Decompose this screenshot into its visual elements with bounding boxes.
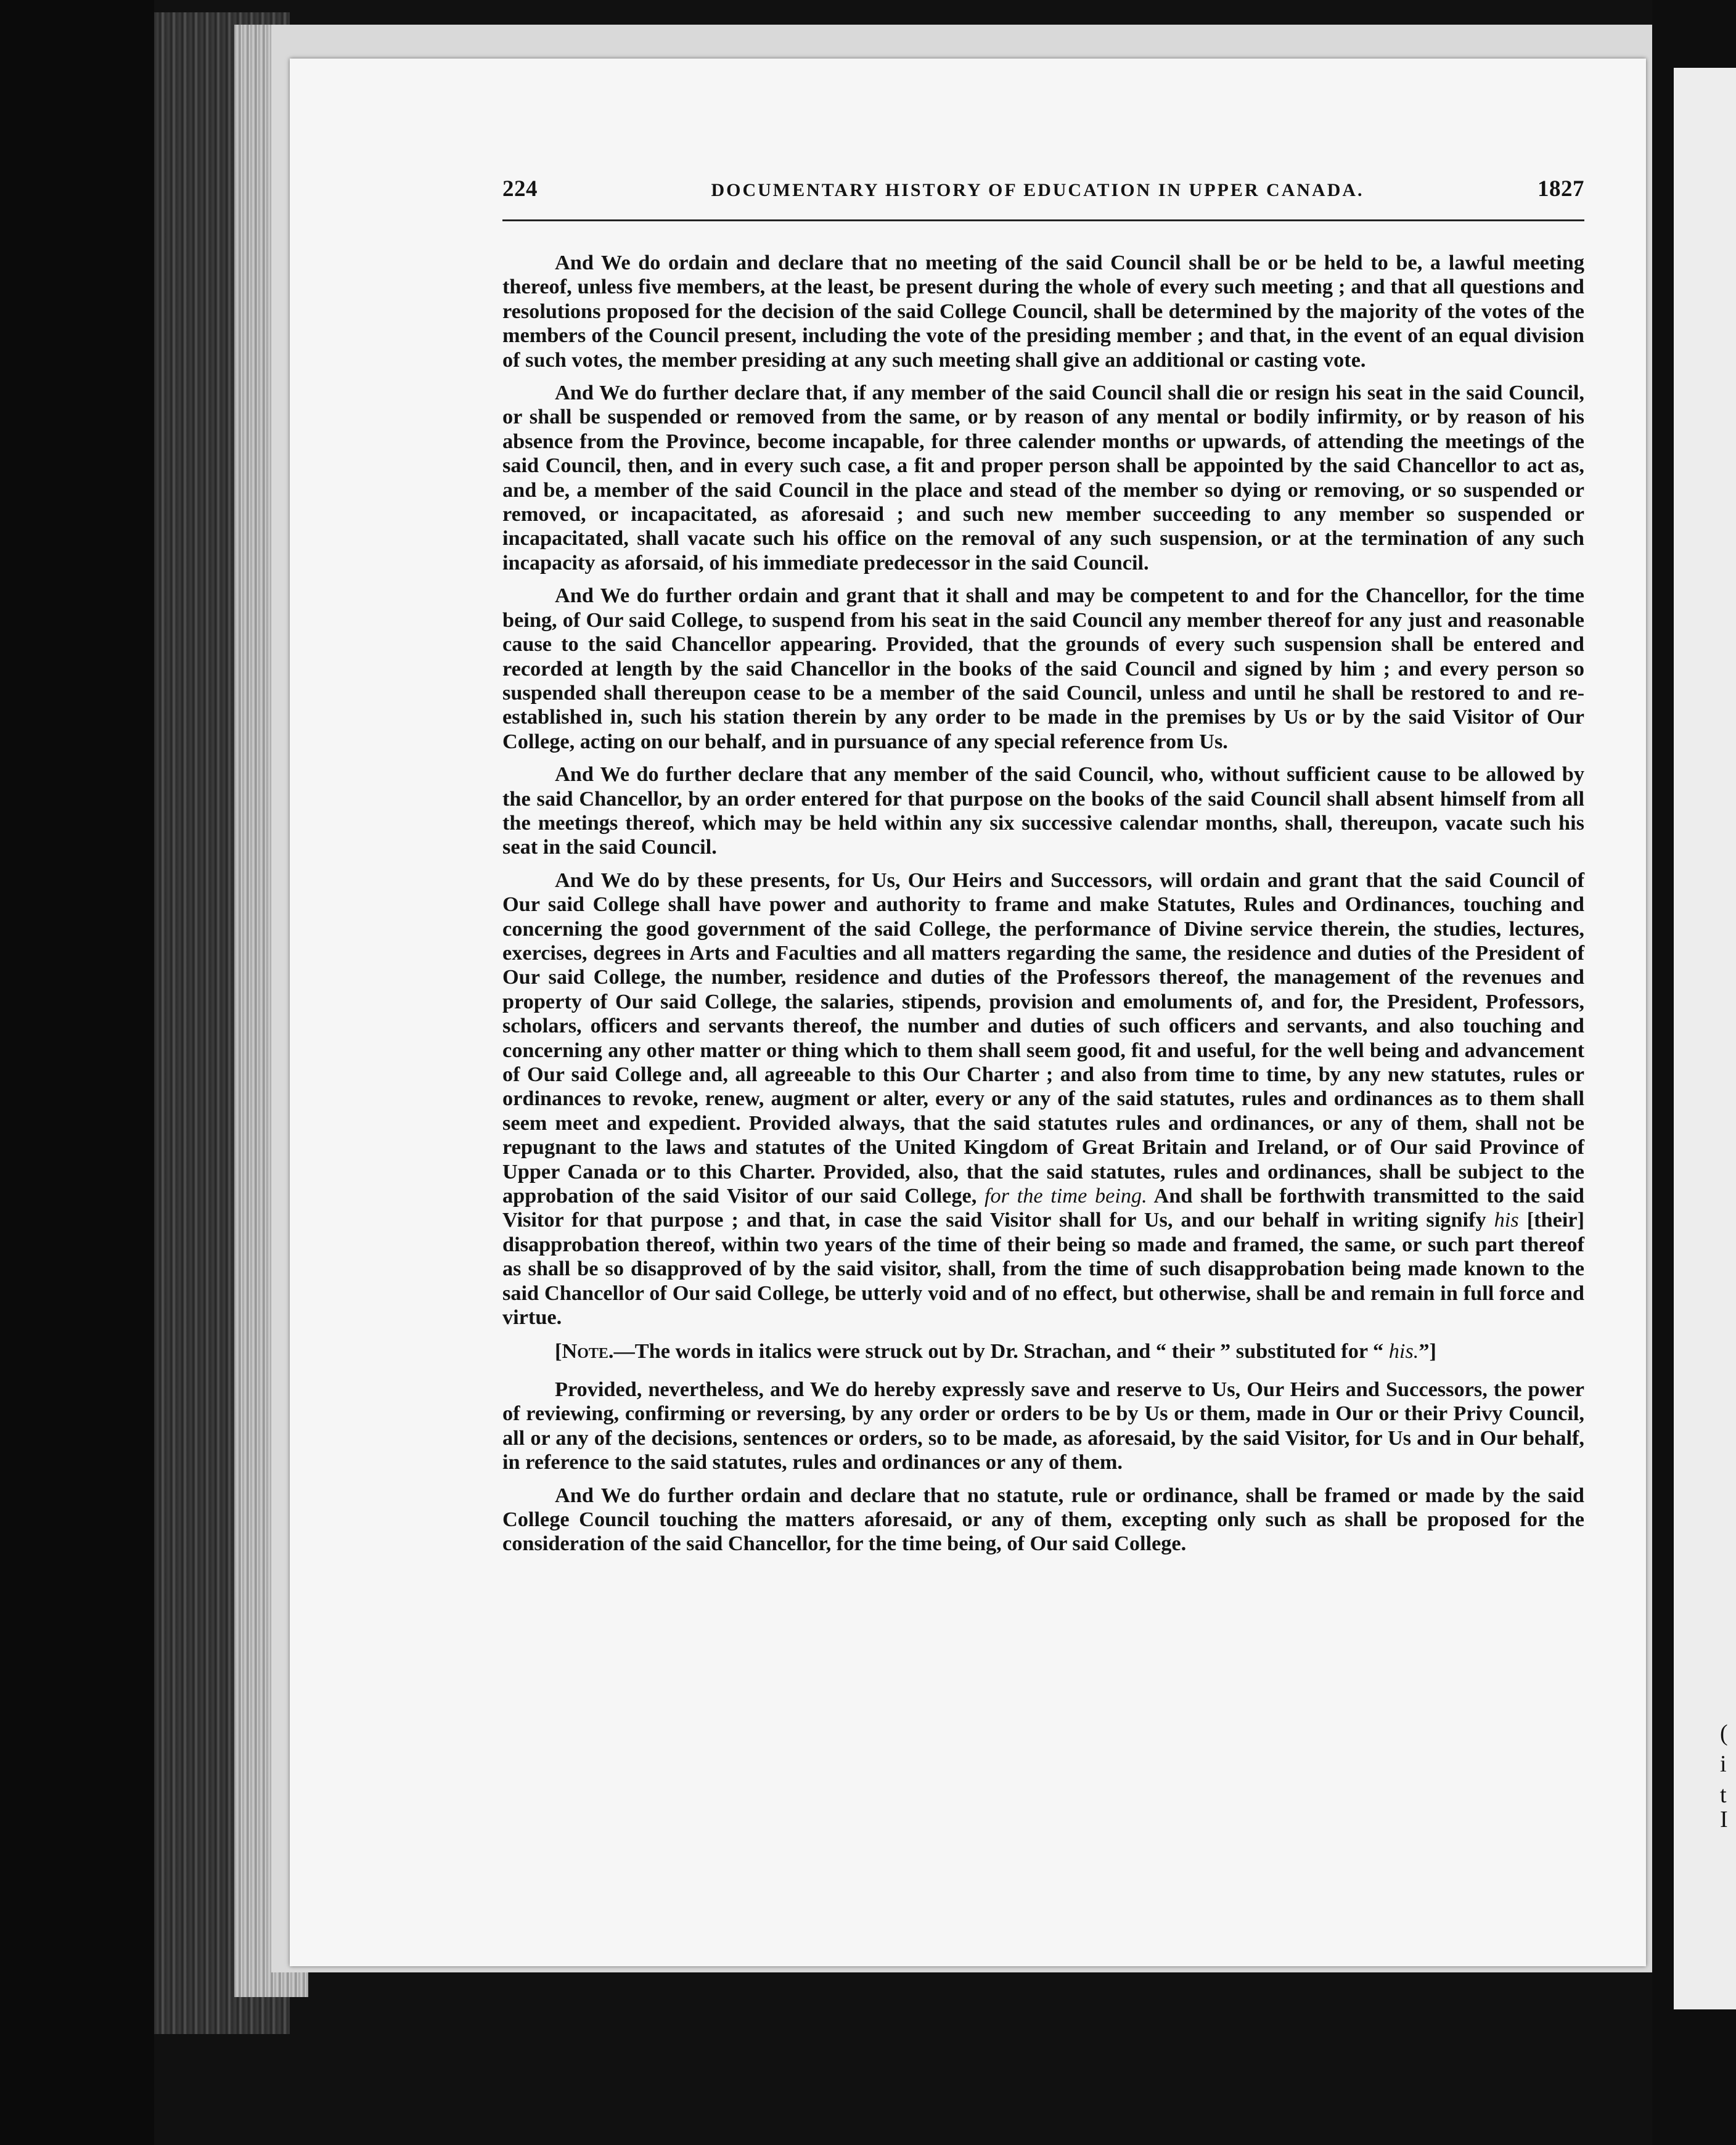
paragraph-suspension: And We do further ordain and grant that it shall and may be competent to and for the Chancellor, for the time being, of Our said College, to suspend from his seat in the said Council any member thereof for any just and reasonable cause to the said Chancellor appearing. Provided, that the grounds of every such suspension shall be entered and recorded at length by the said Chancellor in the books of the said Council and signed by him ; and every person so suspended shall thereupon cease to be a member of the said Council, unless and until he shall be restored to and re-established in, such his station therein by any order to be made in the premises by Us or by the said Visitor of Our College, acting on our behalf, and in pursuance of any special reference from Us. (502, 584, 1584, 753)
page-year: 1827 (1537, 176, 1584, 202)
paragraph-statutes (502, 868, 1584, 1330)
editor-note (502, 1339, 1584, 1363)
statutes-text-1: And We do by these presents, for Us, Our Heirs and Successors, will ordain and grant that the said Council of Our said College shall have power and authority to frame and make Statutes, Rules and Ordinances, touching and concerning the good government of the said College, the performance of Divine service therein, the studies, lectures, exercises, degrees in Arts and Faculties and all matters regarding the same, the residence and duties of the President of Our said College, the number, residence and duties of the Professors thereof, the management of the revenues and property of Our said College, the salaries, stipends, provision and emoluments of, and for, the President, Professors, scholars, officers and servants thereof, the number and duties of such officers and servants, and also touching and concerning any other matter or thing which to them shall seem good, fit and useful, for the well being and advancement of Our said College and, all agreeable to this Our Charter ; and also from time to time, by any new statutes, rules or ordinances to revoke, renew, augment or alter, every or any of the said statutes, rules and ordinances as to them shall seem meet and expedient. Provided always, that the said statutes rules and ordinances, or any of them, shall not be repugnant to the laws and statutes of the United Kingdom of Great Britain and Ireland, or of Our said Province of Upper Canada or to this Charter. Provided, also, that the said statutes, rules and ordinances, shall be subject to the approbation of the said Visitor of our said College, (502, 868, 1584, 1208)
italic-phrase: for the time being. (984, 1184, 1147, 1208)
statutes-text-2: And shall be forthwith transmitted to the said Visitor for that purpose ; and that, in case the said Visitor shall for Us, and our behalf in writing signify (502, 1184, 1584, 1232)
running-header (502, 176, 1584, 202)
note-label: Note. (562, 1339, 614, 1363)
paragraph-vacancy: And We do further declare that, if any member of the said Council shall die or resign his seat in the said Council, or shall be suspended or removed from the same, or by reason of any mental or bodily infirmity, or by reason of his absence from the Province, become incapable, for three calender months or upwards, of attending the meetings of the said Council, then, and in every such case, a fit and proper person shall be appointed by the said Chancellor to act as, and be, a member of the said Council in the place and stead of the member so dying or removing, or so suspended or removed, or incapacitated, as aforesaid ; and such new member succeeding to any member so suspended or incapacitated, shall vacate such his office on the removal of any such suspension, or at the termination of any such incapacity as aforsaid, of his immediate predecessor in the said Council. (502, 381, 1584, 574)
paragraph-reservation: Provided, nevertheless, and We do hereby expressly save and reserve to Us, Our Heirs and Successors, the power of reviewing, confirming or reversing, by any order or orders to be by Us or them, made in Our or their Privy Council, all or any of the decisions, sentences or orders, so to be made, as aforesaid, by the said Visitor, for Us and in Our behalf, in reference to the said statutes, rules and ordinances or any of them. (502, 1377, 1584, 1474)
margin-glyph: ( (1720, 1720, 1728, 1746)
running-title: DOCUMENTARY HISTORY OF EDUCATION IN UPPER CANADA. (711, 180, 1364, 200)
margin-glyph: t (1720, 1782, 1727, 1808)
paragraph-proposal: And We do further ordain and declare that no statute, rule or ordinance, shall be framed or made by the said College Council touching the matters aforesaid, or any of them, excepting only such as shall be proposed for the consideration of the said Chancellor, for the time being, of Our said College. (502, 1483, 1584, 1556)
statutes-text-3: [their] disapprobation thereof, within two years of the time of their being so made and framed, the same, or such part thereof as shall be so disapproved of by the said visitor, shall, from the time of such disapprobation being made known to the said Chancellor of Our said College, be utterly void and of no effect, but otherwise, shall be and remain in full force and virtue. (502, 1208, 1585, 1330)
body-text (502, 251, 1584, 1556)
paragraph-absence: And We do further declare that any member of the said Council, who, without sufficient cause to be allowed by the said Chancellor, by an order entered for that purpose on the books of the said Council shall absent himself from all the meetings thereof, which may be held within any six successive calendar months, shall, thereupon, vacate such his seat in the said Council. (502, 762, 1584, 859)
facing-page-edge (1674, 68, 1736, 2009)
scan-dark-left (0, 0, 154, 2145)
note-italic-word: his. (1388, 1339, 1419, 1363)
paragraph-meeting-quorum: And We do ordain and declare that no meeting of the said Council shall be or be held to be, a lawful meeting thereof, unless five members, at the least, be present during the whole of every such meeting ; and that all questions and resolutions proposed for the decision of the said College Council, shall be determined by the majority of the votes of the members of the Council present, including the vote of the presiding member ; and that, in the event of an equal division of such votes, the member presiding at any such meeting shall give an additional or casting vote. (502, 251, 1584, 372)
note-close: ”] (1419, 1339, 1436, 1363)
header-rule (502, 219, 1584, 221)
note-open-bracket: [ (555, 1339, 562, 1363)
italic-word: his (1494, 1208, 1519, 1232)
page-content (502, 176, 1584, 1565)
margin-glyph: i (1720, 1751, 1727, 1777)
page-number: 224 (502, 176, 538, 202)
margin-glyph: I (1720, 1807, 1728, 1832)
note-text: —The words in italics were struck out by Dr. Strachan, and “ their ” substituted for “ (613, 1339, 1389, 1363)
